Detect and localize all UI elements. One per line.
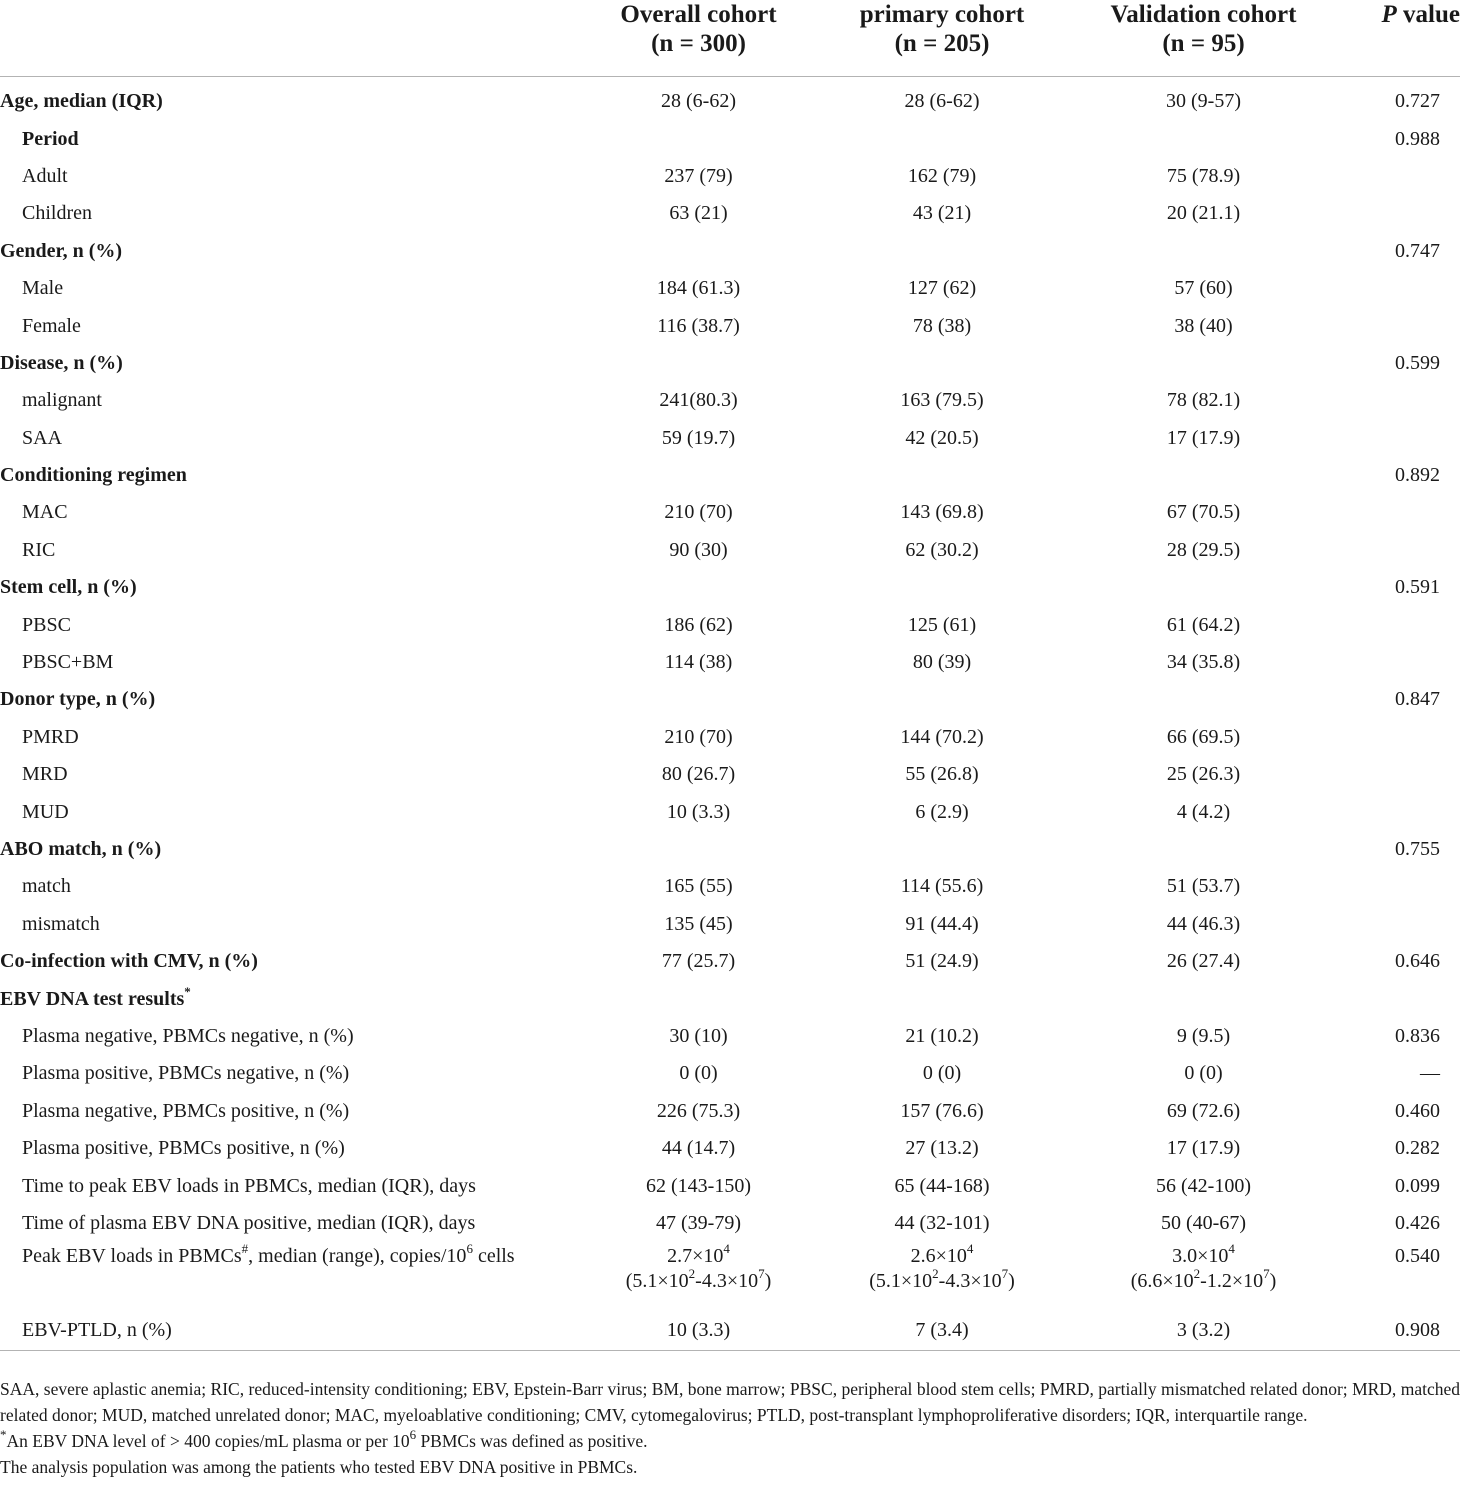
row-label: Disease, n (%) <box>0 351 123 374</box>
cell-overall: 90 (30) <box>669 538 728 561</box>
row-label: Co-infection with CMV, n (%) <box>0 950 258 973</box>
row-label: Adult <box>22 164 68 187</box>
table-row <box>0 1205 1460 1242</box>
row-label: Gender, n (%) <box>0 239 123 262</box>
table-row <box>0 1130 1460 1167</box>
table-row <box>0 1055 1460 1092</box>
row-label: MRD <box>22 763 68 786</box>
row-label: Plasma negative, PBMCs negative, n (%) <box>22 1024 354 1047</box>
cell-validation <box>1057 980 1350 1017</box>
cell-validation: 17 (17.9) <box>1166 1137 1241 1160</box>
table-row <box>0 120 1460 157</box>
table-row <box>0 345 1460 382</box>
footnote-abbreviations: SAA, severe aplastic anemia; RIC, reduced-intensity conditioning; EBV, Epstein-Barr virus; BM, bone marrow; PBSC, peripheral blood stem cells; PMRD, partially mismatched related donor; MRD, matched related donor; MUD, matched unrelated donor; MAC, myeloablative conditioning; CMV, cytomegalovirus; PTLD, post-transplant lymphoproliferative disorders; IQR, interquartile range. <box>0 1379 1460 1425</box>
cell-p-value <box>1350 980 1460 1017</box>
table-row <box>0 1167 1460 1204</box>
cell-primary: 6 (2.9) <box>915 800 969 823</box>
cell-validation: 51 (53.7) <box>1166 875 1241 898</box>
cell-validation: 44 (46.3) <box>1166 912 1241 935</box>
cell-p-value: 0.755 <box>1395 838 1440 860</box>
cell-primary <box>827 569 1057 606</box>
cell-primary: 91 (44.4) <box>905 912 979 935</box>
cell-overall <box>570 831 827 868</box>
cell-validation: 34 (35.8) <box>1166 651 1241 674</box>
cell-p-value <box>1350 307 1460 344</box>
table-row <box>0 158 1460 195</box>
cell-overall: 30 (10) <box>669 1024 728 1047</box>
cell-p-value: 0.282 <box>1395 1137 1440 1160</box>
cell-overall: 44 (14.7) <box>661 1137 736 1160</box>
cell-overall: 10 (3.3) <box>666 800 731 823</box>
cell-primary: 27 (13.2) <box>905 1137 979 1160</box>
cell-overall: 210 (70) <box>664 725 733 748</box>
cell-validation: 75 (78.9) <box>1166 164 1241 187</box>
row-label: Peak EBV loads in PBMCs#, median (range), copies/$10^6$ cells <box>22 1241 515 1268</box>
cell-overall: 77 (25.7) <box>661 950 736 973</box>
cell-validation: 0 (0) <box>1184 1062 1223 1085</box>
row-label: match <box>22 875 71 898</box>
cell-validation: 57 (60) <box>1174 277 1233 300</box>
cell-validation: 26 (27.4) <box>1166 950 1241 973</box>
table-row <box>0 195 1460 232</box>
cell-p-value <box>1350 532 1460 569</box>
cell-validation <box>1057 345 1350 382</box>
cell-validation: 9 (9.5) <box>1176 1024 1231 1047</box>
cell-primary: 51 (24.9) <box>905 950 979 973</box>
table-row <box>0 756 1460 793</box>
table-row <box>0 382 1460 419</box>
cell-primary <box>827 345 1057 382</box>
header-primary-cohort: primary cohort (n = 205) <box>827 0 1057 77</box>
cell-overall: 165 (55) <box>664 875 733 898</box>
row-label: PBSC <box>22 613 71 636</box>
table-row <box>0 644 1460 681</box>
cell-p-value: 0.460 <box>1395 1099 1440 1122</box>
row-label: Donor type, n (%) <box>0 688 156 711</box>
cell-p-value: 0.426 <box>1395 1211 1440 1234</box>
cell-overall: 226 (75.3) <box>656 1099 741 1122</box>
cell-overall: 10 (3.3) <box>570 1310 827 1351</box>
cell-p-value: 0.988 <box>1395 127 1440 150</box>
cell-validation <box>1057 120 1350 157</box>
table-row <box>0 457 1460 494</box>
cell-p-value <box>1350 868 1460 905</box>
cell-p-value: 0.908 <box>1350 1310 1460 1351</box>
footnote-analysis-population: The analysis population was among the patients who tested EBV DNA positive in PBMCs. <box>0 1457 638 1477</box>
cell-primary <box>827 980 1057 1017</box>
table-row <box>0 980 1460 1017</box>
cell-p-value: 0.836 <box>1395 1024 1440 1047</box>
cell-p-value: 0.540 <box>1395 1245 1440 1268</box>
cell-primary: 0 (0) <box>922 1062 962 1085</box>
cell-p-value <box>1350 606 1460 643</box>
cell-overall: 47 (39-79) <box>656 1211 741 1234</box>
table-row <box>0 307 1460 344</box>
row-label: Plasma negative, PBMCs positive, n (%) <box>22 1099 350 1122</box>
cell-overall: 28 (6-62) <box>661 90 736 113</box>
cell-primary: 21 (10.2) <box>905 1024 979 1047</box>
row-label: mismatch <box>22 912 100 935</box>
row-label: Plasma positive, PBMCs negative, n (%) <box>22 1062 350 1085</box>
cell-validation <box>1057 233 1350 270</box>
cell-validation: 38 (40) <box>1174 314 1233 337</box>
cell-primary: 28 (6-62) <box>904 90 980 113</box>
cell-validation <box>1057 569 1350 606</box>
table-row <box>0 77 1460 121</box>
cell-primary: 42 (20.5) <box>905 426 979 449</box>
table-row <box>0 1093 1460 1130</box>
cell-primary: 163 (79.5) <box>900 389 984 412</box>
table-footnotes <box>0 1376 1460 1480</box>
cell-p-value: 0.099 <box>1395 1174 1440 1197</box>
cell-p-value: 0.727 <box>1395 90 1440 113</box>
cell-validation: 69 (72.6) <box>1166 1099 1241 1122</box>
table-row <box>0 532 1460 569</box>
cell-validation: 56 (42-100) <box>1156 1174 1251 1197</box>
cell-p-value <box>1350 719 1460 756</box>
cell-overall <box>570 569 827 606</box>
row-label: PBSC+BM <box>22 651 114 674</box>
cell-primary <box>827 120 1057 157</box>
cell-primary: 127 (62) <box>907 277 977 300</box>
row-label: Conditioning regimen <box>0 464 187 487</box>
cell-p-value: 0.747 <box>1395 239 1440 262</box>
cell-validation: 28 (29.5) <box>1166 538 1241 561</box>
cell-validation: 17 (17.9) <box>1166 426 1241 449</box>
cell-primary: 114 (55.6) <box>900 875 984 898</box>
cell-primary: 80 (39) <box>912 651 972 674</box>
table-row <box>0 569 1460 606</box>
cell-p-value <box>1350 158 1460 195</box>
table-row <box>0 831 1460 868</box>
cell-primary: 44 (32-101) <box>894 1211 990 1234</box>
cell-primary: 65 (44-168) <box>894 1174 990 1197</box>
header-row <box>0 0 1460 77</box>
cell-p-value <box>1350 382 1460 419</box>
cell-p-value <box>1350 195 1460 232</box>
cell-overall: 63 (21) <box>669 202 728 225</box>
cell-validation: 4 (4.2) <box>1176 800 1231 823</box>
cell-overall <box>570 120 827 157</box>
row-label: Time of plasma EBV DNA positive, median (IQR), days <box>22 1211 476 1234</box>
cell-p-value: — <box>1420 1062 1440 1085</box>
cell-overall: 62 (143-150) <box>646 1174 751 1197</box>
table-row <box>0 270 1460 307</box>
cell-overall: 80 (26.7) <box>661 763 736 786</box>
cell-validation: 3 (3.2) <box>1057 1310 1350 1351</box>
table-header <box>0 0 1460 77</box>
cell-validation: 78 (82.1) <box>1166 389 1241 412</box>
header-validation-cohort: Validation cohort (n = 95) <box>1057 0 1350 77</box>
cell-primary: 143 (69.8) <box>900 501 984 524</box>
cell-overall: 210 (70) <box>664 501 733 524</box>
cell-primary: 157 (76.6) <box>900 1099 984 1122</box>
row-label: Female <box>22 314 81 337</box>
table-body <box>0 77 1460 1351</box>
cell-validation: 61 (64.2) <box>1166 613 1241 636</box>
cell-p-value <box>1350 270 1460 307</box>
footnote-positivity-definition: *An EBV DNA level of > 400 copies/mL plasma or per $10^6$ PBMCs was defined as positive. <box>0 1427 648 1451</box>
cell-primary: 55 (26.8) <box>905 763 979 786</box>
table-row <box>0 233 1460 270</box>
cell-p-value <box>1350 420 1460 457</box>
cell-p-value <box>1350 906 1460 943</box>
row-label: Period <box>22 127 79 150</box>
row-label: MUD <box>22 800 69 823</box>
cell-primary: $2.6\times 10^4$ $(5.1\times 10^2-4.3\times 10^7)$ <box>869 1241 1015 1293</box>
row-label: SAA <box>22 426 63 449</box>
row-label: EBV DNA test results* <box>0 983 191 1010</box>
cell-validation: 30 (9-57) <box>1166 90 1241 113</box>
cell-validation <box>1057 681 1350 718</box>
cell-validation: 50 (40-67) <box>1161 1211 1246 1234</box>
cell-primary <box>827 681 1057 718</box>
cell-validation: 66 (69.5) <box>1166 725 1241 748</box>
table-row <box>0 906 1460 943</box>
cell-overall <box>570 457 827 494</box>
cell-overall: 114 (38) <box>664 651 733 674</box>
cell-overall <box>570 345 827 382</box>
cell-overall: 116 (38.7) <box>657 314 740 337</box>
table-row <box>0 494 1460 531</box>
cell-validation: 25 (26.3) <box>1166 763 1241 786</box>
cell-p-value <box>1350 793 1460 830</box>
cell-primary: 162 (79) <box>907 164 977 187</box>
row-label: PMRD <box>22 725 79 748</box>
header-characteristic <box>0 0 570 77</box>
cell-overall: 135 (45) <box>664 912 733 935</box>
cell-primary: 43 (21) <box>912 202 972 225</box>
cell-overall: 186 (62) <box>664 613 733 636</box>
cell-overall: 0 (0) <box>679 1062 718 1085</box>
table-row <box>0 606 1460 643</box>
cell-overall: 184 (61.3) <box>656 277 741 300</box>
cell-primary: 125 (61) <box>907 613 977 636</box>
cell-validation: 67 (70.5) <box>1166 501 1241 524</box>
cell-overall <box>570 233 827 270</box>
table-row <box>0 420 1460 457</box>
table-row-ebv-ptld <box>0 1310 1460 1351</box>
row-label: Age, median (IQR) <box>0 90 163 113</box>
cell-primary <box>827 457 1057 494</box>
header-overall-cohort: Overall cohort (n = 300) <box>570 0 827 77</box>
cell-validation <box>1057 831 1350 868</box>
table-row <box>0 868 1460 905</box>
row-label: Children <box>22 202 92 225</box>
cell-primary: 144 (70.2) <box>900 725 984 748</box>
cell-overall <box>570 980 827 1017</box>
table-row <box>0 793 1460 830</box>
table-row <box>0 719 1460 756</box>
row-label: EBV-PTLD, n (%) <box>0 1310 570 1351</box>
cell-p-value: 0.646 <box>1395 950 1440 973</box>
cell-p-value: 0.847 <box>1395 688 1440 711</box>
cell-p-value <box>1350 756 1460 793</box>
table-row <box>0 1018 1460 1055</box>
cell-validation <box>1057 457 1350 494</box>
row-label: MAC <box>22 501 68 524</box>
row-label: ABO match, n (%) <box>0 838 162 860</box>
row-label: RIC <box>22 538 56 561</box>
cell-p-value: 0.591 <box>1395 576 1440 599</box>
cell-primary <box>827 233 1057 270</box>
row-label: Male <box>22 277 64 300</box>
table-row <box>0 943 1460 980</box>
cell-validation: 20 (21.1) <box>1166 202 1241 225</box>
header-p-value: P value <box>1350 0 1460 77</box>
row-label: Plasma positive, PBMCs positive, n (%) <box>22 1137 345 1160</box>
cell-overall: 59 (19.7) <box>661 426 736 449</box>
cell-p-value <box>1350 494 1460 531</box>
table-row-peak-ebv-loads <box>0 1242 1460 1310</box>
cell-primary: 7 (3.4) <box>827 1310 1057 1351</box>
row-label: Time to peak EBV loads in PBMCs, median (IQR), days <box>22 1174 476 1197</box>
cell-p-value <box>1350 644 1460 681</box>
cell-overall: $2.7\times 10^4$ $(5.1\times 10^2-4.3\times 10^7)$ <box>625 1241 772 1293</box>
row-label: Stem cell, n (%) <box>0 576 137 599</box>
row-label: malignant <box>22 389 102 412</box>
cell-p-value: 0.599 <box>1395 351 1440 374</box>
cell-p-value: 0.892 <box>1395 464 1440 487</box>
cell-overall: 237 (79) <box>664 164 733 187</box>
cell-primary <box>827 831 1057 868</box>
cell-overall: 241(80.3) <box>659 389 738 412</box>
table-row <box>0 681 1460 718</box>
cell-primary: 62 (30.2) <box>905 538 979 561</box>
cell-primary: 78 (38) <box>912 314 972 337</box>
cell-validation: $3.0\times 10^4$ $(6.6\times 10^2-1.2\times 10^7)$ <box>1130 1241 1277 1293</box>
cell-overall <box>570 681 827 718</box>
